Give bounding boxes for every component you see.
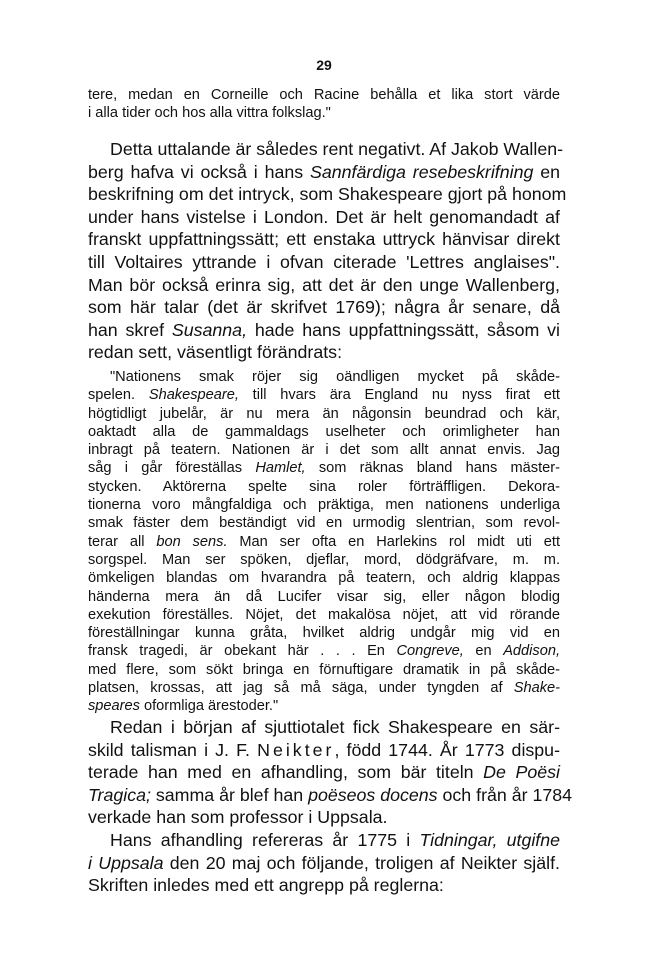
text-line: Skriften inledes med ett angrepp på reglerna: [88, 875, 444, 896]
paragraph-neikter [88, 716, 573, 829]
text-line: med flere, som sökt bringa en förnuftigare dramatik in på skåde- [88, 661, 560, 678]
text-line: Tragica; samma år blef han poëseos docens och från år 1784 [88, 784, 573, 805]
text-line: redan sett, väsentligt förändrats: [88, 342, 343, 363]
italic-text: bon sens. [156, 533, 228, 550]
text-line: oaktadt alla de gammaldags uselheter och orimligheter han [88, 423, 560, 440]
text-line: Man bör också erinra sig, att det är den unge Wallenberg, [88, 274, 560, 295]
italic-text: poëseos docens [308, 784, 438, 805]
text-line: högtidligt jubelår, är nu mera än någonsin beundrad och kär, [88, 405, 560, 422]
text-line: såg i går föreställas Hamlet, som räknas bland hans mäster- [88, 460, 560, 477]
text-line: han skref Susanna, hade hans uppfattningssätt, såsom vi [88, 319, 560, 340]
italic-text: De Poësi [483, 762, 560, 783]
text-line: händerna mera än då Lucifer visar sig, eller någon blodig [88, 588, 560, 605]
italic-text: Hamlet, [255, 460, 306, 477]
italic-text: Shakespeare, [148, 387, 239, 404]
italic-text: Tidningar, utgifne [419, 830, 561, 850]
text-line: ömkeligen blandas om hvarandra på teatern, och aldrig klappas [88, 570, 560, 587]
text-line: franskt uppfattningssätt; ett enstaka uttryck hänvisar direkt [88, 229, 560, 250]
paragraph-last [88, 829, 560, 897]
spaced-name: Neikter [257, 739, 335, 760]
text-line: som här talar (det är skrifvet 1769); några år senare, då [88, 297, 560, 318]
text-line: "Nationens smak röjer sig oändligen mycket på skåde- [110, 369, 560, 385]
text-line: exekution föreställes. Nöjet, det makalösa nöjet, att vid rörande [88, 606, 560, 623]
text-line: i alla tider och hos alla vittra folkslag." [88, 105, 331, 122]
text-line: terade han med en afhandling, som bär titeln De Poësi [88, 762, 560, 783]
text-line: skild talisman i J. F. Neikter, född 1744. År 1773 dispu- [88, 739, 560, 760]
text-line: Detta uttalande är således rent negativt. Af Jakob Wallen- [110, 139, 564, 159]
block-quote [88, 368, 560, 716]
text-line: speares oformliga ärestoder." [88, 698, 279, 715]
italic-text: speares [88, 698, 140, 715]
italic-text: i Uppsala [88, 852, 164, 873]
text-line: under hans vistelse i London. Det är helt genomandadt af [88, 206, 560, 227]
paragraph-top [88, 86, 560, 123]
text-line: stycken. Aktörerna spelte sina roler förträffligen. Dekora- [88, 478, 560, 495]
italic-text: Sannfärdiga resebeskrifning [310, 161, 534, 182]
text-line: inbragt på teatern. Nationen är i det som allt annat envis. Jag [88, 442, 560, 459]
text-line: sorgspel. Man ser spöken, djeflar, mord, dödgräfvare, m. m. [88, 551, 560, 568]
text-line: i Uppsala den 20 maj och följande, troligen af Neikter själf. [88, 852, 560, 873]
paragraph-main [88, 138, 567, 364]
text-line: Hans afhandling refereras år 1775 i Tidningar, utgifne [110, 830, 561, 850]
italic-text: Tragica; [88, 784, 151, 805]
text-line: tere, medan en Corneille och Racine behålla et lika stort värde [88, 87, 560, 103]
italic-text: Addison, [503, 643, 560, 660]
page-number: 29 [316, 57, 332, 73]
text-line: tionerna voro mångfaldiga och präktiga, men nationens underliga [88, 497, 560, 514]
text-line: berg hafva vi också i hans Sannfärdiga resebeskrifning en [88, 161, 561, 182]
italic-text: Shake- [513, 680, 560, 697]
text-line: fransk tragedi, är obekant här . . . En Congreve, en Addison, [88, 643, 560, 660]
italic-text: Susanna, [171, 319, 248, 340]
text-line: verkade han som professor i Uppsala. [88, 807, 388, 828]
text-line: Redan i början af sjuttiotalet fick Shakespeare en sär- [110, 717, 560, 737]
text-line: terar all bon sens. Man ser ofta en Harlekins rol midt uti ett [88, 533, 560, 550]
text-line: smak fäster dem beständigt vid en urmodig slentrian, som revol- [88, 515, 560, 532]
italic-text: Congreve, [396, 643, 464, 660]
text-line: föreställningar kunna gråta, hvilket aldrig undgår mig vid en [88, 625, 560, 642]
text-line: till Voltaires yttrande i ofvan citerade 'Lettres anglaises". [88, 251, 560, 272]
text-line: beskrifning om det intryck, som Shakespeare gjort på honom [88, 184, 567, 205]
text-line: platsen, krossas, att jag så må säga, under tyngden af Shake- [88, 680, 560, 697]
text-line: spelen. Shakespeare, till hvars ära England nu nyss firat ett [88, 387, 560, 404]
